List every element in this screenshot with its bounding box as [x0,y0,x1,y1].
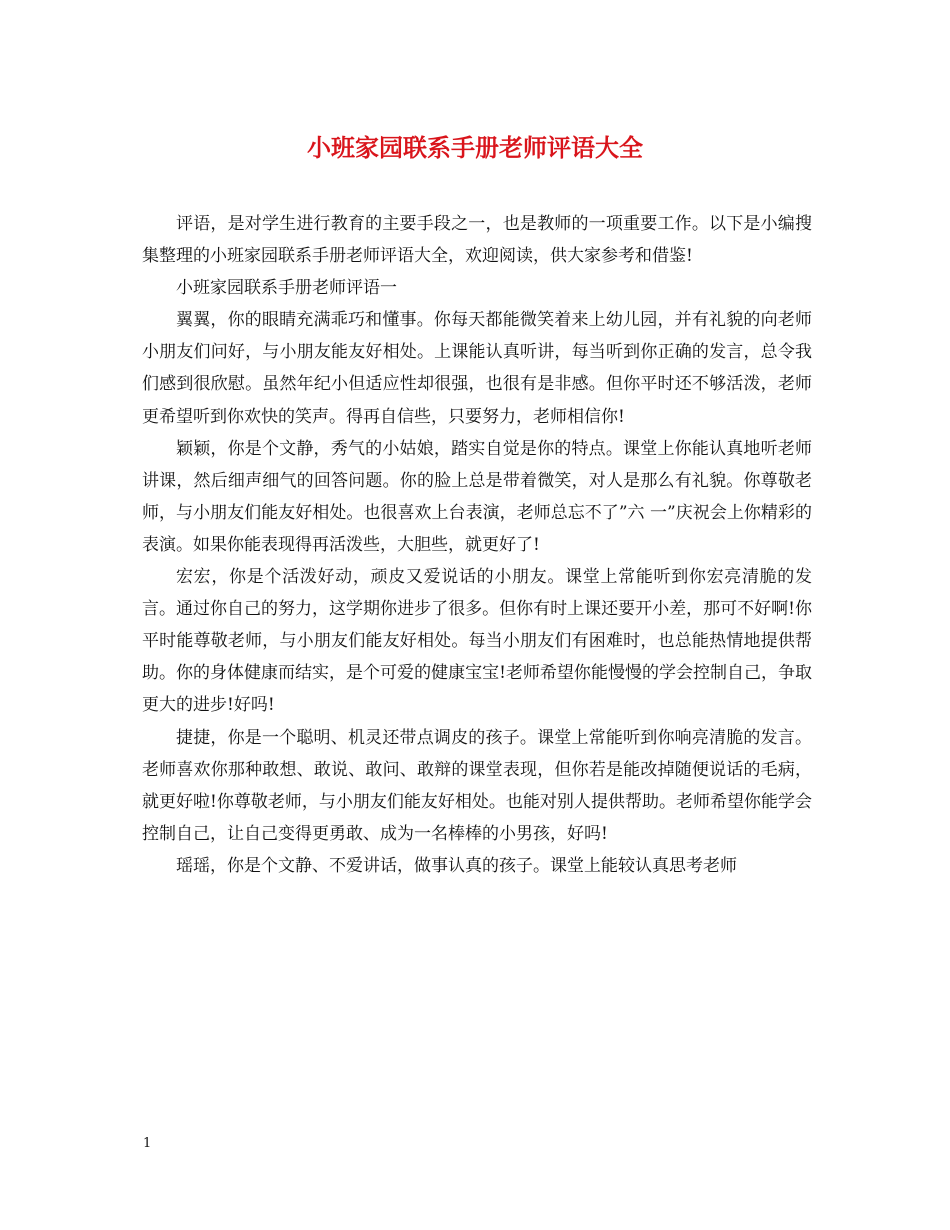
paragraph-honghong: 宏宏，你是个活泼好动，顽皮又爱说话的小朋友。课堂上常能听到你宏亮清脆的发言。通过你自己的努力，这学期你进步了很多。但你有时上课还要开小差，那可不好啊!你平时能尊敬老师，与小朋友们能友好相处。每当小朋友们有困难时，也总能热情地提供帮助。你的身体健康而结实，是个可爱的健康宝宝!老师希望你能慢慢的学会控制自己，争取更大的进步!好吗! [142,567,812,716]
document-body [142,208,812,882]
paragraph-yiyi: 翼翼，你的眼睛充满乖巧和懂事。你每天都能微笑着来上幼儿园，并有礼貌的向老师小朋友们问好，与小朋友能友好相处。上课能认真听讲，每当听到你正确的发言，总令我们感到很欣慰。虽然年纪小但适应性却很强，也很有是非感。但你平时还不够活泼，老师更希望听到你欢快的笑声。得再自信些，只要努力，老师相信你! [142,310,812,427]
page-number: 1 [143,1136,152,1151]
section-heading: 小班家园联系手册老师评语一 [176,278,397,299]
paragraph-yingying: 颖颖，你是个文静，秀气的小姑娘，踏实自觉是你的特点。课堂上你能认真地听老师讲课，然后细声细气的回答问题。你的脸上总是带着微笑，对人是那么有礼貌。你尊敬老师，与小朋友们能友好相处。也很喜欢上台表演，老师总忘不了”六 一”庆祝会上你精彩的表演。如果你能表现得再活泼些，大胆些，就更好了! [142,438,812,555]
paragraph-yaoyao: 瑶瑶，你是个文静、不爱讲话，做事认真的孩子。课堂上能较认真思考老师 [176,855,737,876]
paragraph-jiejie: 捷捷，你是一个聪明、机灵还带点调皮的孩子。课堂上常能听到你响亮清脆的发言。老师喜欢你那种敢想、敢说、敢问、敢辩的课堂表现，但你若是能改掉随便说话的毛病，就更好啦!你尊敬老师，与小朋友们能友好相处。也能对别人提供帮助。老师希望你能学会控制自己，让自己变得更勇敢、成为一名棒棒的小男孩，好吗! [142,727,812,844]
document-title: 小班家园联系手册老师评语大全 [307,133,643,162]
paragraph-intro: 评语，是对学生进行教育的主要手段之一，也是教师的一项重要工作。以下是小编搜集整理的小班家园联系手册老师评语大全，欢迎阅读，供大家参考和借鉴! [142,214,812,267]
